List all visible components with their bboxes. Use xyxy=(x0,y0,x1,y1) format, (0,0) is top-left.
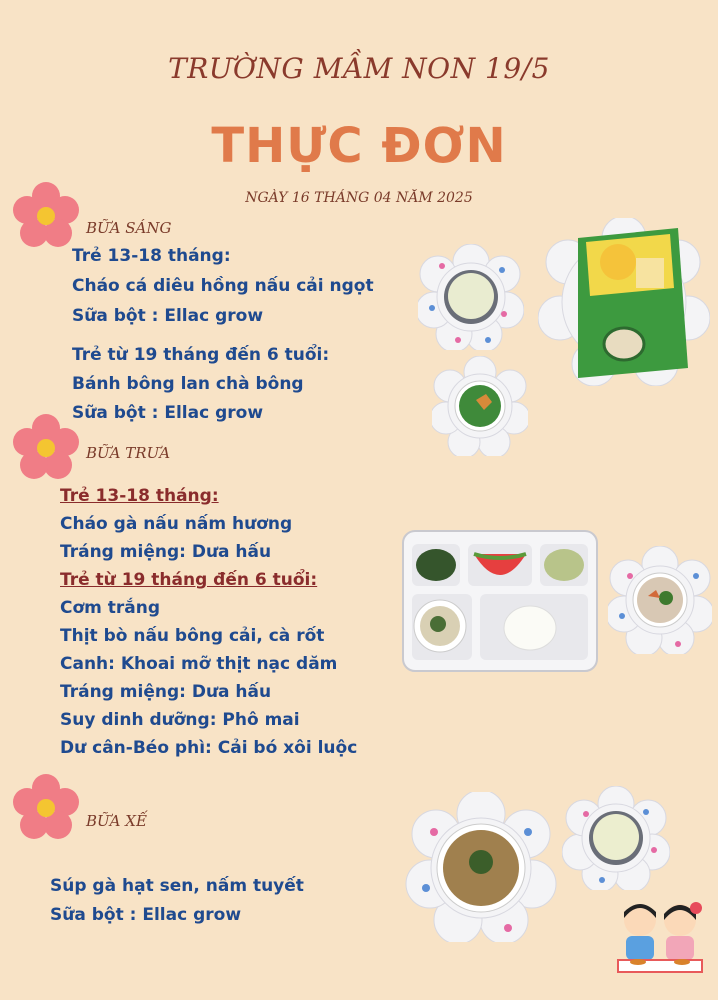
lunch-group2-item: Thịt bò nấu bông cải, cà rốt xyxy=(60,626,325,646)
lunch-group2-item: Tráng miệng: Dưa hấu xyxy=(60,682,272,702)
breakfast-group1-title: Trẻ 13-18 tháng: xyxy=(72,246,231,266)
chicken-porridge-photo xyxy=(608,546,712,654)
lunch-group2-title: Trẻ từ 19 tháng đến 6 tuổi: xyxy=(60,570,318,590)
porridge-bowl-photo xyxy=(432,356,528,456)
lunch-group1-item: Tráng miệng: Dưa hấu xyxy=(60,542,272,562)
lunch-group2-item: Suy dinh dưỡng: Phô mai xyxy=(60,710,300,730)
snack-item: Súp gà hạt sen, nấm tuyết xyxy=(50,876,304,896)
lunch-group2-item: Cơm trắng xyxy=(60,598,161,618)
lunch-group1-item: Cháo gà nấu nấm hương xyxy=(60,514,293,534)
kids-eating-illustration xyxy=(612,896,708,992)
flower-icon xyxy=(10,772,82,844)
snack-item: Sữa bột : Ellac grow xyxy=(50,905,242,925)
milk-cup-photo xyxy=(418,244,524,350)
breakfast-group1-item: Cháo cá diêu hồng nấu cải ngọt xyxy=(72,276,374,296)
soup-bowl-photo xyxy=(404,792,558,942)
lunch-group2-item: Dư cân-Béo phì: Cải bó xôi luộc xyxy=(60,738,358,758)
school-name: TRƯỜNG MẦM NON 19/5 xyxy=(168,52,550,85)
snack-label: BỮA XẾ xyxy=(86,812,147,830)
breakfast-group2-title: Trẻ từ 19 tháng đến 6 tuổi: xyxy=(72,345,330,365)
breakfast-group2-item: Bánh bông lan chà bông xyxy=(72,374,304,394)
lunch-group2-item: Canh: Khoai mỡ thịt nạc dăm xyxy=(60,654,338,674)
cake-package-photo xyxy=(538,218,710,386)
lunch-tray-photo xyxy=(402,530,598,672)
breakfast-label: BỮA SÁNG xyxy=(86,219,172,237)
breakfast-group2-item: Sữa bột : Ellac grow xyxy=(72,403,264,423)
breakfast-group1-item: Sữa bột : Ellac grow xyxy=(72,306,264,326)
page-title: THỰC ĐƠN xyxy=(211,118,507,174)
lunch-label: BỮA TRƯA xyxy=(86,444,171,462)
flower-icon xyxy=(10,180,82,252)
menu-date: NGÀY 16 THÁNG 04 NĂM 2025 xyxy=(245,190,473,206)
milk-cup-photo xyxy=(562,786,670,890)
lunch-group1-title: Trẻ 13-18 tháng: xyxy=(60,486,219,506)
